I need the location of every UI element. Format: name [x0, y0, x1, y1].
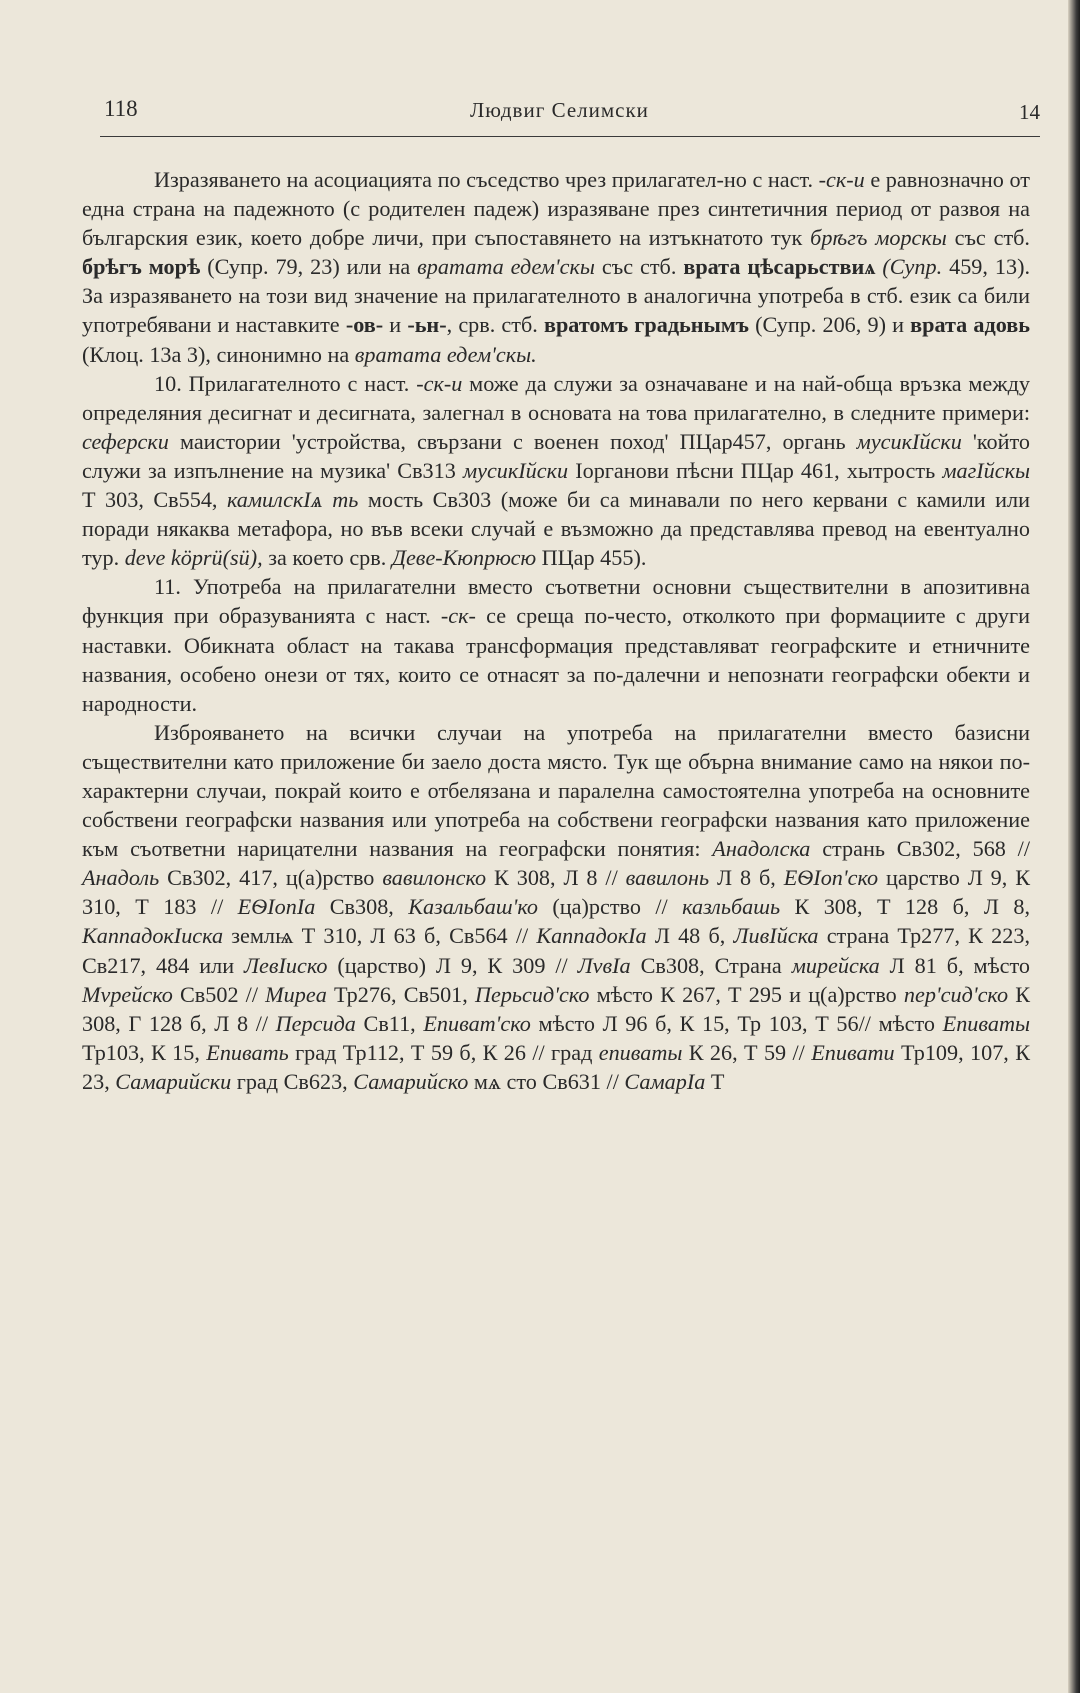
text-segment: епиваты — [598, 1039, 683, 1065]
paragraph-enumeration — [82, 718, 1030, 1096]
text-segment: Св11, — [355, 1010, 424, 1036]
text-segment: мусикIйски — [462, 457, 569, 483]
text-segment: Л 8 б, — [709, 865, 784, 891]
text-segment: -ск-и — [416, 370, 463, 396]
text-segment: Изразяването на асоциацията по съседство чрез прилагател-но с наст. — [154, 167, 819, 192]
text-segment: -ов- — [345, 312, 384, 338]
text-segment: 10. Прилагателното с наст. — [154, 370, 417, 396]
section-number: 14 — [1019, 100, 1040, 124]
text-segment: мость Св303 (може би са минавали по него кервани с камили или поради някаква метафора, но във всеки случай е възможно да представлява превод на евентуално тур. — [82, 487, 1030, 571]
running-head: Людвиг Селимски — [470, 98, 649, 122]
text-segment: (Клоц. 13а 3), синонимно на — [82, 341, 355, 367]
text-segment: Тр276, Св501, — [326, 981, 475, 1007]
text-segment: 11. Употреба на прилагателни вместо съответни основни съществителни в апозитивна функция при образуванията с наст. — [82, 574, 1030, 629]
text-segment: мѣсто К 267, Т 295 и ц(а)рство — [589, 981, 904, 1007]
text-segment: Казальбаш'ко — [408, 894, 538, 920]
text-segment: вавилонь — [625, 865, 710, 891]
text-segment: Св308, — [315, 894, 409, 920]
text-segment: Л 81 б, мѣсто — [879, 952, 1030, 978]
text-segment: (ца)рство // — [538, 894, 683, 920]
text-segment: магIйскы — [942, 457, 1030, 483]
paragraph-1 — [82, 165, 1030, 369]
text-segment: Т — [705, 1068, 725, 1094]
text-segment: Деве-Кюпрюсю — [391, 545, 537, 571]
text-segment: Персида — [275, 1010, 356, 1036]
text-segment: Епивать — [206, 1039, 289, 1065]
text-segment: може да служи за означаване и на най-обща връзка между определяния десигнат и десигната, залегнал в основата на това прилагателно, в следните примери: — [82, 370, 1030, 425]
header-rule — [100, 136, 1040, 137]
text-segment: ЛивIйска — [733, 923, 819, 949]
paragraph-10 — [82, 369, 1030, 573]
text-segment: К 308, Л 8 // — [486, 865, 626, 891]
text-segment: вавилонско — [382, 865, 487, 891]
text-segment: за което срв. — [262, 545, 392, 571]
text-segment: маистории 'устройства, свързани с военен поход' ПЦар457, органь — [168, 428, 857, 454]
text-segment: Епивати — [811, 1039, 895, 1065]
text-segment: (Супр. 206, 9) и — [748, 312, 911, 338]
text-segment: (Супр. — [875, 254, 943, 280]
text-segment: сеферски — [82, 428, 169, 454]
text-segment: Самарийски — [115, 1068, 232, 1094]
text-segment: К 26, Т 59 // — [682, 1039, 812, 1065]
text-segment: мирейска — [791, 952, 880, 978]
text-segment: -ск-и — [818, 167, 865, 192]
text-segment: Св302, 417, ц(а)рство — [159, 865, 383, 891]
text-segment: К 308, Г 128 б, Л 8 // — [82, 981, 1031, 1036]
text-segment: странь Св302, 568 // — [810, 836, 1030, 862]
text-segment: Мирea — [265, 981, 327, 1007]
text-segment: мусикIйски — [856, 428, 962, 454]
text-segment: брѣгъ морскы — [810, 225, 947, 251]
text-segment: казльбашь — [682, 894, 781, 920]
text-segment: пер'сид'ско — [903, 981, 1009, 1007]
body-text — [82, 165, 1030, 1096]
text-segment: врата цѣсарьстви — [683, 254, 865, 280]
text-segment: ЕѲIоп'ско — [783, 865, 879, 891]
text-segment: Мvрейско — [82, 981, 173, 1007]
text-segment: Анадолска — [712, 836, 811, 862]
text-segment: Епиват'ско — [423, 1010, 531, 1036]
text-segment: брѣгъ морѣ — [82, 254, 201, 280]
text-segment: ЛvвIа — [577, 952, 631, 978]
page-edge-shadow — [1068, 0, 1080, 1693]
text-segment: deve köprü(sü), — [124, 545, 263, 571]
text-segment: (царство) Л 9, К 309 // — [327, 952, 578, 978]
text-segment: град Св623, — [231, 1068, 354, 1094]
text-segment: вратомъ градьнымъ — [543, 312, 749, 338]
text-segment: Св502 // — [172, 981, 266, 1007]
text-segment: ѧ — [864, 254, 876, 280]
text-segment: Св308, Страна — [630, 952, 792, 978]
text-segment: 459, 13). За изразяването на този вид значение на прилагателното в аналогична употреба в стб. език са били употребявани и наставките — [82, 254, 1031, 338]
text-segment: ЛевIиско — [244, 952, 328, 978]
page-number: 118 — [104, 96, 138, 121]
text-segment: , срв. стб. — [446, 312, 544, 338]
text-segment: е равнозначно от една страна на падежното (с родителен падеж) изразяване през синтетичния период от развоя на българския език, което добре личи, при съпоставянето на изтъкнатото тук — [82, 167, 1030, 251]
text-segment: К 308, Т 128 б, Л 8, — [780, 894, 1030, 920]
text-segment: врата адовь — [910, 312, 1030, 338]
text-segment: Самарийско — [353, 1068, 469, 1094]
text-segment: -ьн- — [407, 312, 447, 338]
text-segment: страна Тр277, К 223, Св217, 484 или — [82, 923, 1030, 978]
text-segment: Т 303, Св554, — [82, 487, 227, 513]
text-segment: Изброяването на всички случаи на употреба на прилагателни вместо базисни съществителни като приложение би заело доста място. Тук ще обърна внимание само на някои по-характерни случаи, покрай които е отбелязана и паралелна самостоятелна употреба на основните собствени географски названия или употреба на собствени географски названия като приложение към съответни нарицателни названия на географски понятия: — [82, 719, 1030, 862]
text-segment: Тр103, К 15, — [82, 1039, 207, 1065]
text-segment: град Тр112, Т 59 б, К 26 // град — [288, 1039, 599, 1065]
text-segment: мѧ сто Св631 // — [468, 1068, 625, 1094]
text-segment: землѩ Т 310, Л 63 б, Св564 // — [223, 923, 537, 949]
text-segment: Тр109, 107, К 23, — [82, 1039, 1031, 1094]
text-segment: със стб. — [594, 254, 684, 280]
text-segment: ПЦар 455). — [536, 545, 647, 571]
text-segment: Епиваты — [942, 1010, 1031, 1036]
text-segment: 'който служи за изпълнение на музика' Св313 — [82, 428, 1030, 483]
text-segment: (Супр. 79, 23) или на — [200, 254, 418, 280]
text-segment: Iорганови пѣсни ПЦар 461, хытрость — [568, 457, 943, 483]
page-header — [100, 94, 1040, 130]
text-segment: се среща по-често, отколкото при формациите с други наставки. Обикната област на такава трансформация представляват географските и етничните названия, особено онези от тях, които се отнасят за по-далечни и непознати географски обекти и народности. — [82, 603, 1031, 716]
text-segment: вратата едем'скы — [417, 254, 595, 280]
paragraph-11 — [82, 572, 1030, 717]
text-segment: Перьсид'ско — [474, 981, 590, 1007]
text-segment: със стб. — [946, 225, 1030, 251]
text-segment: Л 48 б, — [646, 923, 734, 949]
text-segment: и — [383, 312, 408, 338]
text-segment: -ск- — [440, 603, 476, 629]
text-segment: СамарIа — [624, 1068, 706, 1094]
text-segment: КаппадокIа — [536, 923, 647, 949]
text-segment: вратата едем'скы. — [354, 341, 537, 367]
text-segment: КаппадокIиска — [82, 923, 224, 949]
text-segment: Анадоль — [82, 865, 160, 891]
text-segment: ЕѲIопIа — [237, 894, 316, 920]
text-segment: мѣсто Л 96 б, К 15, Тр 103, Т 56// мѣсто — [530, 1010, 943, 1036]
text-segment: камилскIѧ ть — [226, 487, 359, 513]
text-segment: царство Л 9, К 310, Т 183 // — [82, 865, 1030, 920]
